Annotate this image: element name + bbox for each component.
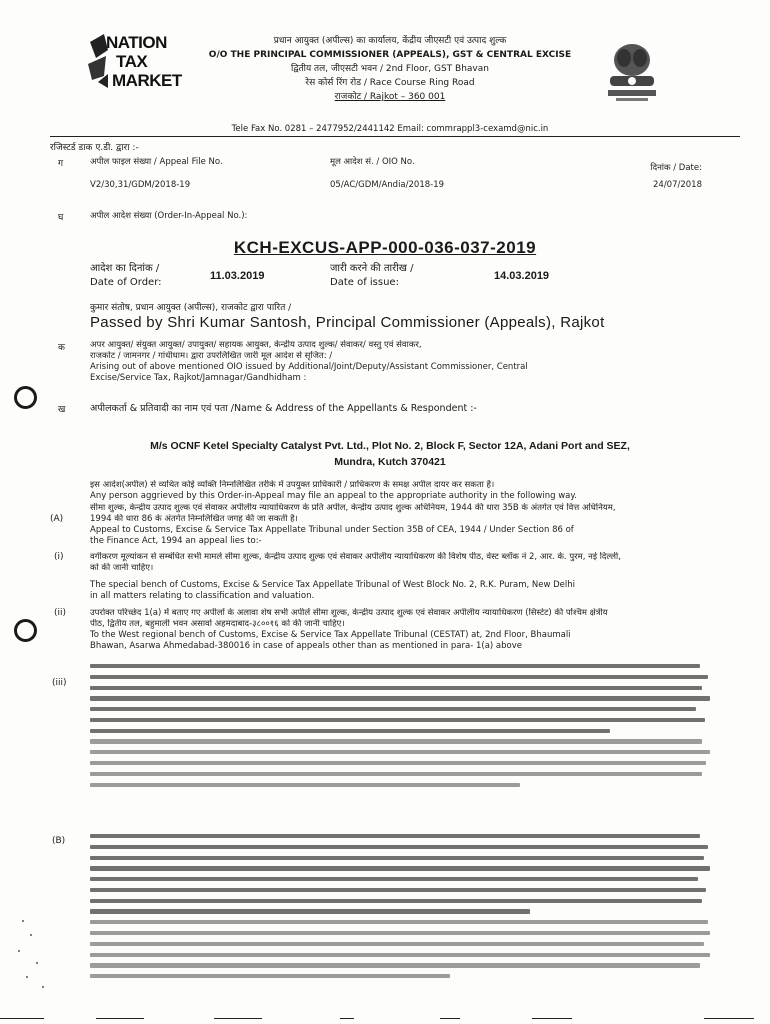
- office-line-city: राजकोट / Rajkot – 360 001: [334, 92, 446, 102]
- passed-by-hindi: कुमार संतोष, प्रधान आयुक्त (अपील्स), राजकोट द्वारा पारित /: [90, 303, 292, 313]
- clause-a-number: (A): [50, 514, 64, 524]
- section-b-number: ख: [58, 405, 66, 415]
- appeal-intro: इस आदेश(अपील) से व्यथित कोई व्यक्ति निम्नलिखित तरीके में उपयुक्त प्राधिकारी / प्राधिकरण के समक्ष अपील दायर कर सकता है। Any person aggrieved by this Order-in-Appeal may file an appeal to the appropriate authority in the following way.: [90, 480, 577, 501]
- logo-line-3: MARKET: [112, 71, 182, 90]
- clause-ii-text: उपरोक्त परिच्छेद 1(a) में बताए गए अपीलों के अलावा शेष सभी अपीलें सीमा शुल्क, केन्द्रीय उत्पाद शुल्क एवं सेवाकर अपीलीय न्यायाधिकरण (सिस्टेट) की पश्चिम क्षेत्रीय पीठ, द्वितीय तल, बहुमाली भवन असार्वा अहमदाबाद-३८००१६ को की जानी चाहिए। To the West regional bench of Customs, Excise & Service Tax Appellate Tribunal (CESTAT) at, 2nd Floor, Bhaumali Bhawan, Asarwa Ahmedabad-380016 in case of appeals other than as mentioned in para- 1(a) above: [90, 608, 608, 651]
- punch-hole-top: [14, 386, 37, 409]
- office-address-block: [200, 34, 580, 104]
- section-b-text: अपीलकर्ता & प्रतिवादी का नाम एवं पता /Name & Address of the Appellants & Respondent :-: [90, 403, 477, 414]
- scan-speck: [36, 962, 38, 964]
- oio-date-label: दिनांक / Date:: [650, 163, 702, 173]
- clause-i-number: (i): [54, 552, 64, 562]
- section-a-number: क: [58, 343, 65, 353]
- oio-date-block: [622, 162, 702, 192]
- footer-rule: [340, 1018, 354, 1019]
- oio-date-value: 24/07/2018: [653, 180, 702, 190]
- passed-by: Passed by Shri Kumar Santosh, Principal Commissioner (Appeals), Rajkot: [90, 314, 605, 331]
- header-rule: [50, 136, 740, 137]
- office-line-road: रेस कोर्स रिंग रोड / Race Course Ring Road: [305, 78, 475, 88]
- appeal-file-label: अपील फाइल संख्या / Appeal File No.: [90, 157, 223, 167]
- footer-rule: [704, 1018, 754, 1019]
- footer-rule: [0, 1018, 44, 1019]
- date-of-issue-label: जारी करने की तारीख / Date of issue:: [330, 263, 414, 288]
- clause-iii-illegible-text: [90, 664, 710, 793]
- party-line-1: M/s OCNF Ketel Specialty Catalyst Pvt. Ltd., Plot No. 2, Block F, Sector 12A, Adani Port and SEZ,: [150, 440, 630, 452]
- scan-speck: [42, 986, 44, 988]
- meta-bullet: ग: [58, 159, 64, 169]
- clause-a-text: सीमा शुल्क, केन्द्रीय उत्पाद शुल्क एवं सेवाकर अपीलीय न्यायाधिकरण के प्रति अपील, केन्द्रीय उत्पाद शुल्क अधिनियम, 1944 की धारा 35B के अंतर्गत एवं वित्त अधिनियम, 1994 की धारा 86 के अंतर्गत निम्नलिखित जगह की जा सकती है। Appeal to Customs, Excise & Service Tax Appellate Tribunal under Section 35B of CEA, 1944 / Under Section 86 of the Finance Act, 1994 an appeal lies to:-: [90, 503, 616, 546]
- meta-bullet-2: घ: [58, 213, 64, 223]
- nation-tax-market-logo: [86, 30, 196, 92]
- oio-block: [330, 156, 530, 192]
- section-a-text: अपर आयुक्त/ संयुक्त आयुक्त/ उपायुक्त/ सहायक आयुक्त, केन्द्रीय उत्पाद शुल्क/ सेवाकर/ वस्तु एवं सेवाकर, राजकोट / जामनगर / गांधीधाम। द्वारा उपरलिखित जारी मूल आदेश से सृजित: / Arising out of above mentioned OIO issued by Additional/Joint/Deputy/Assistant Commissioner, Central Excise/Service Tax, Rajkot/Jamnagar/Gandhidham :: [90, 340, 528, 383]
- office-contact: Tele Fax No. 0281 – 2477952/2441142 Email: commrappl3-cexamd@nic.in: [231, 124, 549, 134]
- national-emblem-icon: [602, 38, 662, 104]
- scan-speck: [22, 920, 24, 922]
- office-line-floor: द्वितीय तल, जीएसटी भवन / 2nd Floor, GST Bhavan: [291, 64, 489, 74]
- footer-rule: [532, 1018, 572, 1019]
- clause-ii-number: (ii): [54, 608, 67, 618]
- date-of-order-value: 11.03.2019: [210, 270, 265, 282]
- appeal-file-block: [90, 156, 290, 192]
- clause-b-illegible-text: [90, 834, 710, 985]
- registered-post-note: रजिस्टर्ड डाक ए.डी. द्वारा :-: [50, 143, 139, 153]
- logo-line-2: TAX: [116, 52, 148, 71]
- date-of-issue-value: 14.03.2019: [494, 270, 550, 282]
- office-line-hindi: प्रधान आयुक्त (अपील्स) का कार्यालय, केंद्रीय जीएसटी एवं उत्पाद शुल्क: [273, 36, 507, 46]
- oio-label: मूल आदेश सं. / OIO No.: [330, 157, 415, 167]
- office-line-english: O/O THE PRINCIPAL COMMISSIONER (APPEALS), GST & CENTRAL EXCISE: [208, 50, 572, 60]
- oio-value: 05/AC/GDM/Andia/2018-19: [330, 180, 445, 190]
- logo-line-1: NATION: [106, 33, 167, 52]
- punch-hole-bottom: [14, 619, 37, 642]
- scan-speck: [26, 976, 28, 978]
- order-number: KCH-EXCUS-APP-000-036-037-2019: [233, 238, 537, 257]
- footer-rule: [96, 1018, 144, 1019]
- clause-b-number: (B): [52, 836, 66, 846]
- scan-speck: [30, 934, 32, 936]
- order-in-appeal-label: अपील आदेश संख्या (Order-In-Appeal No.):: [90, 211, 248, 221]
- clause-iii-number: (iii): [52, 678, 67, 688]
- clause-i-text: वर्गीकरण मूल्यांकन से सम्बंधित सभी मामले सीमा शुल्क, केन्द्रीय उत्पाद शुल्क एवं सेवाकर अपीलीय न्यायाधिकरण की विशेष पीठ, वेस्ट ब्लॉक नं 2, आर. के. पुरम, नई दिल्ली, को की जानी चाहिए। The special bench of Customs, Excise & Service Tax Appellate Tribunal of West Block No. 2, R.K. Puram, New Delhi in all matters relating to classification and valuation.: [90, 552, 621, 601]
- footer-rule: [214, 1018, 262, 1019]
- party-line-2: Mundra, Kutch 370421: [334, 456, 446, 468]
- party-address: [60, 438, 720, 470]
- scan-speck: [18, 950, 20, 952]
- footer-rule: [440, 1018, 460, 1019]
- date-of-order-label: आदेश का दिनांक / Date of Order:: [90, 263, 162, 288]
- appeal-file-value: V2/30,31/GDM/2018-19: [90, 180, 191, 190]
